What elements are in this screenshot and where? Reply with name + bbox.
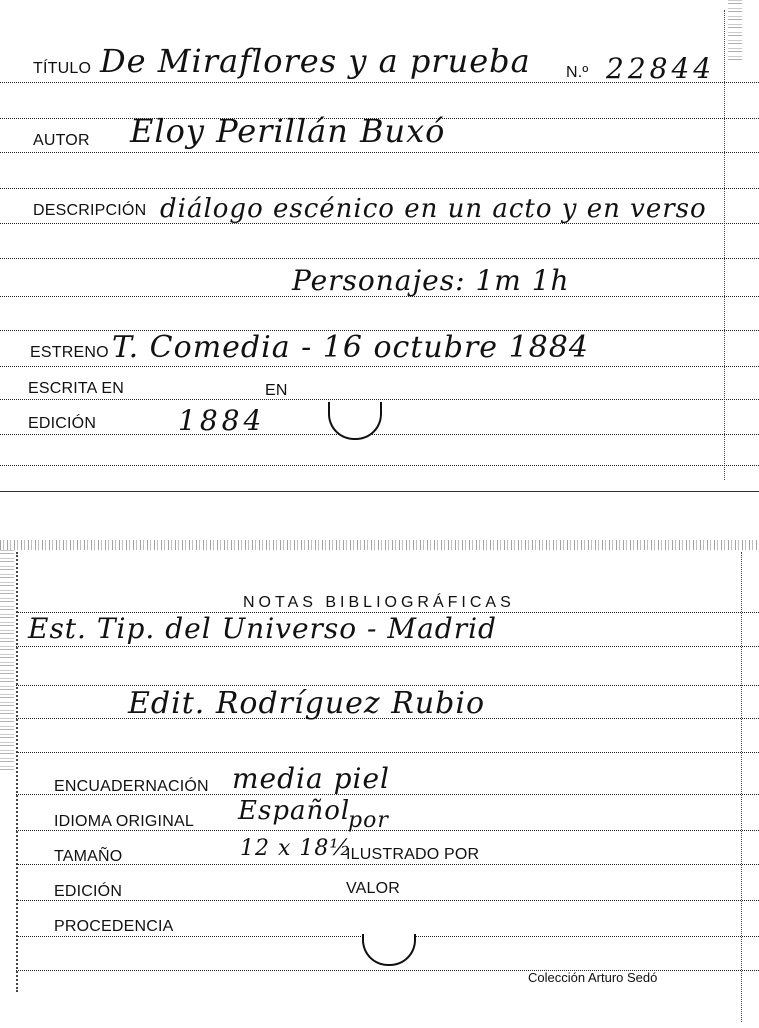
numero-label: N.º [566,64,589,81]
ruled-line [16,864,759,865]
catalog-card-back [0,540,759,1028]
card-right-edge [741,552,742,1022]
ruled-line [16,752,759,753]
ruled-line [0,399,759,400]
descripcion-label: DESCRIPCIÓN [33,202,147,219]
autor-label: AUTOR [33,132,90,149]
collection-credit: Colección Arturo Sedó [528,970,658,985]
card-left-edge [16,552,18,992]
paper-speckle [728,0,742,60]
ruled-line [0,258,759,259]
ruled-line [16,646,759,647]
edicion-label: EDICIÓN [28,415,97,432]
tamano-value: 12 x 18½ [240,836,352,861]
estreno-label: ESTRENO [30,344,109,361]
ruled-line [0,152,759,153]
autor-value: Eloy Perillán Buxó [130,112,446,150]
card-rod-notch [362,934,416,966]
edicion-value: 1884 [178,404,266,437]
idioma-value: Español [238,796,351,826]
ruled-line [0,366,759,367]
paper-speckle [0,540,759,550]
titulo-label: TÍTULO [33,60,92,77]
numero-value: 22844 [606,52,716,85]
idioma-label: IDIOMA ORIGINAL [54,813,194,830]
procedencia-label: PROCEDENCIA [54,918,174,935]
en-label: EN [265,382,288,399]
ilustrado-label: ILUSTRADO POR [346,846,480,863]
catalog-card-front [0,0,759,495]
notas-heading: NOTAS BIBLIOGRÁFICAS [243,594,515,611]
estreno-value: T. Comedia - 16 octubre 1884 [112,330,589,365]
tamano-label: TAMAÑO [54,848,123,865]
titulo-value: De Miraflores y a prueba [100,42,531,80]
ruled-line [16,900,759,901]
ruled-line [0,465,759,466]
encuadernacion-label: ENCUADERNACIÓN [54,778,209,795]
notes-line-1: Est. Tip. del Universo - Madrid [28,612,497,645]
card-bottom-edge [0,491,759,492]
personajes-value: Personajes: 1m 1h [292,264,570,297]
notes-line-2: Edit. Rodríguez Rubio [128,686,486,721]
encuadernacion-value: media piel [232,762,390,795]
valor-label: VALOR [346,880,401,897]
paper-speckle [0,550,14,770]
descripcion-value: diálogo escénico en un acto y en verso [160,194,707,224]
escrita-en-label: ESCRITA EN [28,380,124,397]
ruled-line [0,188,759,189]
por-label: por [348,808,389,833]
edicion-label-back: EDICIÓN [54,883,123,900]
ruled-line [0,434,759,435]
card-right-edge [724,10,725,480]
